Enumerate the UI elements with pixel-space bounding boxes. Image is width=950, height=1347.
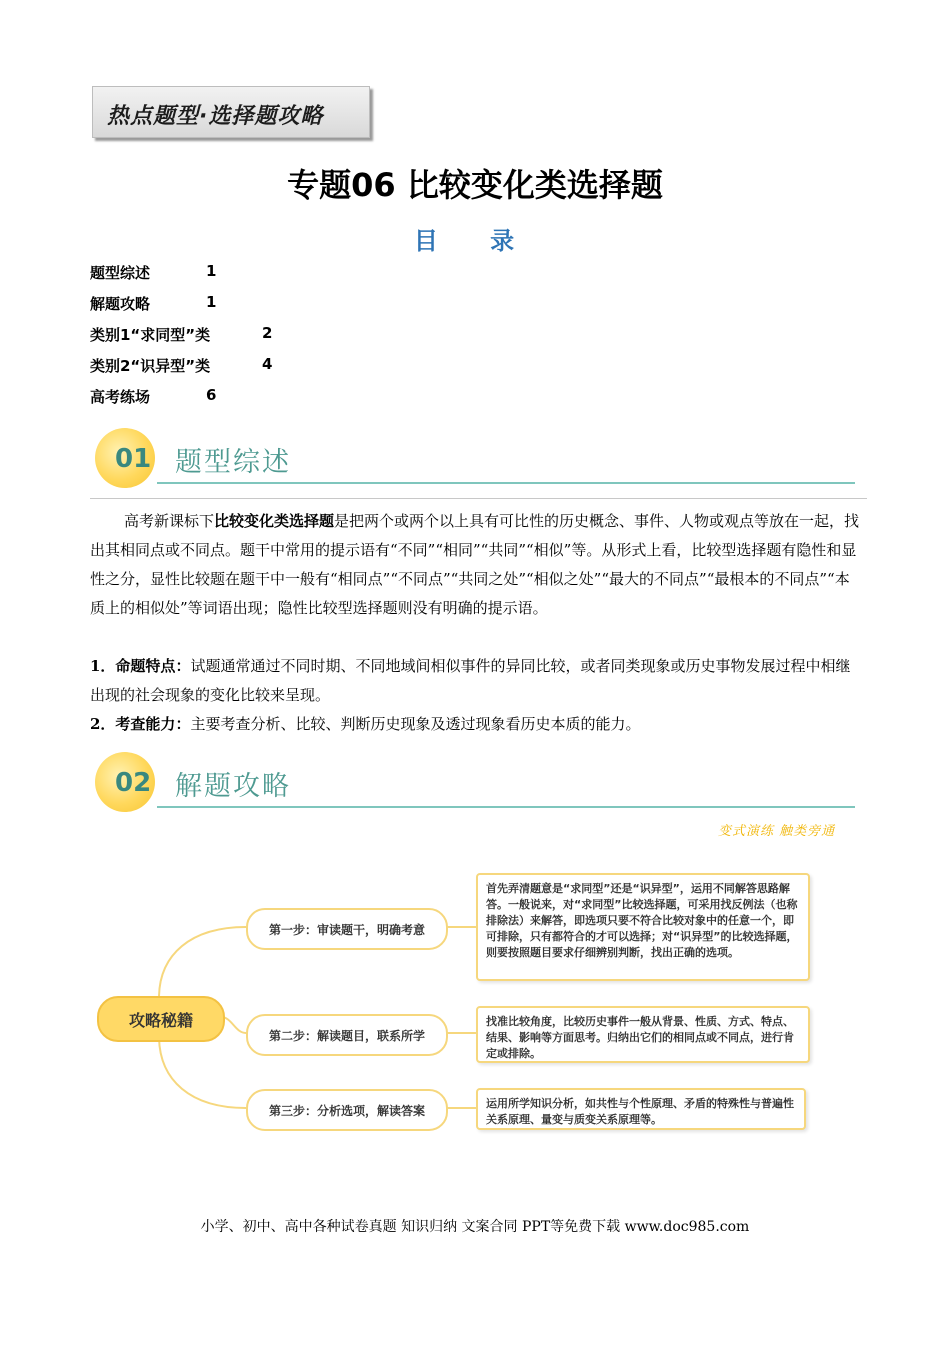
mindmap-step-1: 第一步：审读题干，明确考意 xyxy=(246,908,448,950)
section-tagline: 变式演练 触类旁通 xyxy=(718,824,836,839)
toc-item-page: 6 xyxy=(206,386,217,404)
mindmap-detail-2: 找准比较角度，比较历史事件一般从背景、性质、方式、特点、结果、影响等方面思考。归纳出它们的相同点或不同点，进行肯定或排除。 xyxy=(476,1006,810,1063)
connector-step3 xyxy=(159,1038,246,1108)
toc-item-page: 4 xyxy=(262,355,273,373)
point-label: 1．命题特点： xyxy=(90,657,191,675)
mindmap-detail-3: 运用所学知识分析，如共性与个性原理、矛盾的特殊性与普遍性关系原理、量变与质变关系原理等。 xyxy=(476,1088,806,1130)
toc-item-page: 2 xyxy=(262,324,273,342)
toc-item-label: 解题攻略 xyxy=(90,295,151,313)
section-number: 01 xyxy=(115,444,152,474)
section-title: 题型综述 xyxy=(175,447,291,478)
mindmap-step-3: 第三步：分析选项，解读答案 xyxy=(246,1089,448,1131)
toc-item-label: 类别1“求同型”类 xyxy=(90,326,211,344)
intro-prefix: 高考新课标下 xyxy=(124,512,215,530)
point-text: 主要考查分析、比较、判断历史现象及透过现象看历史本质的能力。 xyxy=(190,715,641,733)
banner-text: 热点题型·选择题攻略 xyxy=(107,104,324,129)
toc-item-page: 1 xyxy=(206,262,217,280)
toc-item-label: 高考练场 xyxy=(90,388,151,406)
section-number: 02 xyxy=(115,768,152,798)
point-text: 试题通常通过不同时期、不同地域间相似事件的异同比较，或者同类现象或历史事物发展过程中相继出现的社会现象的变化比较来呈现。 xyxy=(90,657,851,704)
page-title: 专题06 比较变化类选择题 xyxy=(287,166,663,204)
mindmap-root: 攻略秘籍 xyxy=(97,996,225,1042)
toc-item-label: 类别2“识异型”类 xyxy=(90,357,211,375)
section-title: 解题攻略 xyxy=(175,771,291,802)
mindmap-detail-1: 首先弄清题意是“求同型”还是“识异型”，运用不同解答思路解答。一般说来，对“求同型”比较选择题，可采用找反例法（也称排除法）来解答，即选项只要不符合比较对象中的任意一个，即可排除，只有都符合的才可以选择；对“识异型”的比较选择题，则要按照题目要求仔细辨别判断，找出正确的选项。 xyxy=(476,873,810,981)
intro-keyword: 比较变化类选择题 xyxy=(214,512,335,530)
intro-text: 是把两个或两个以上具有可比性的历史概念、事件、人物或观点等放在一起，找出其相同点或不同点。题干中常用的提示语有“不同”“相同”“共同”“相似”等。从形式上看，比较型选择题有隐性和显性之分，显性比较题在题干中一般有“相同点”“不同点”“共同之处”“相似之处”“最大的不同点”“最根本的不同点”“本质上的相似处”等词语出现；隐性比较型选择题则没有明确的提示语。 xyxy=(90,512,860,617)
page-footer: 小学、初中、高中各种试卷真题 知识归纳 文案合同 PPT等免费下载 www.doc985.com xyxy=(200,1219,750,1235)
toc-item-label: 题型综述 xyxy=(90,264,151,282)
mindmap-step-2: 第二步：解读题目，联系所学 xyxy=(246,1014,448,1056)
point-label: 2．考查能力： xyxy=(90,715,191,733)
connector-step1 xyxy=(159,927,246,996)
toc-item-page: 1 xyxy=(206,293,217,311)
toc-heading: 目 录 xyxy=(413,227,537,255)
